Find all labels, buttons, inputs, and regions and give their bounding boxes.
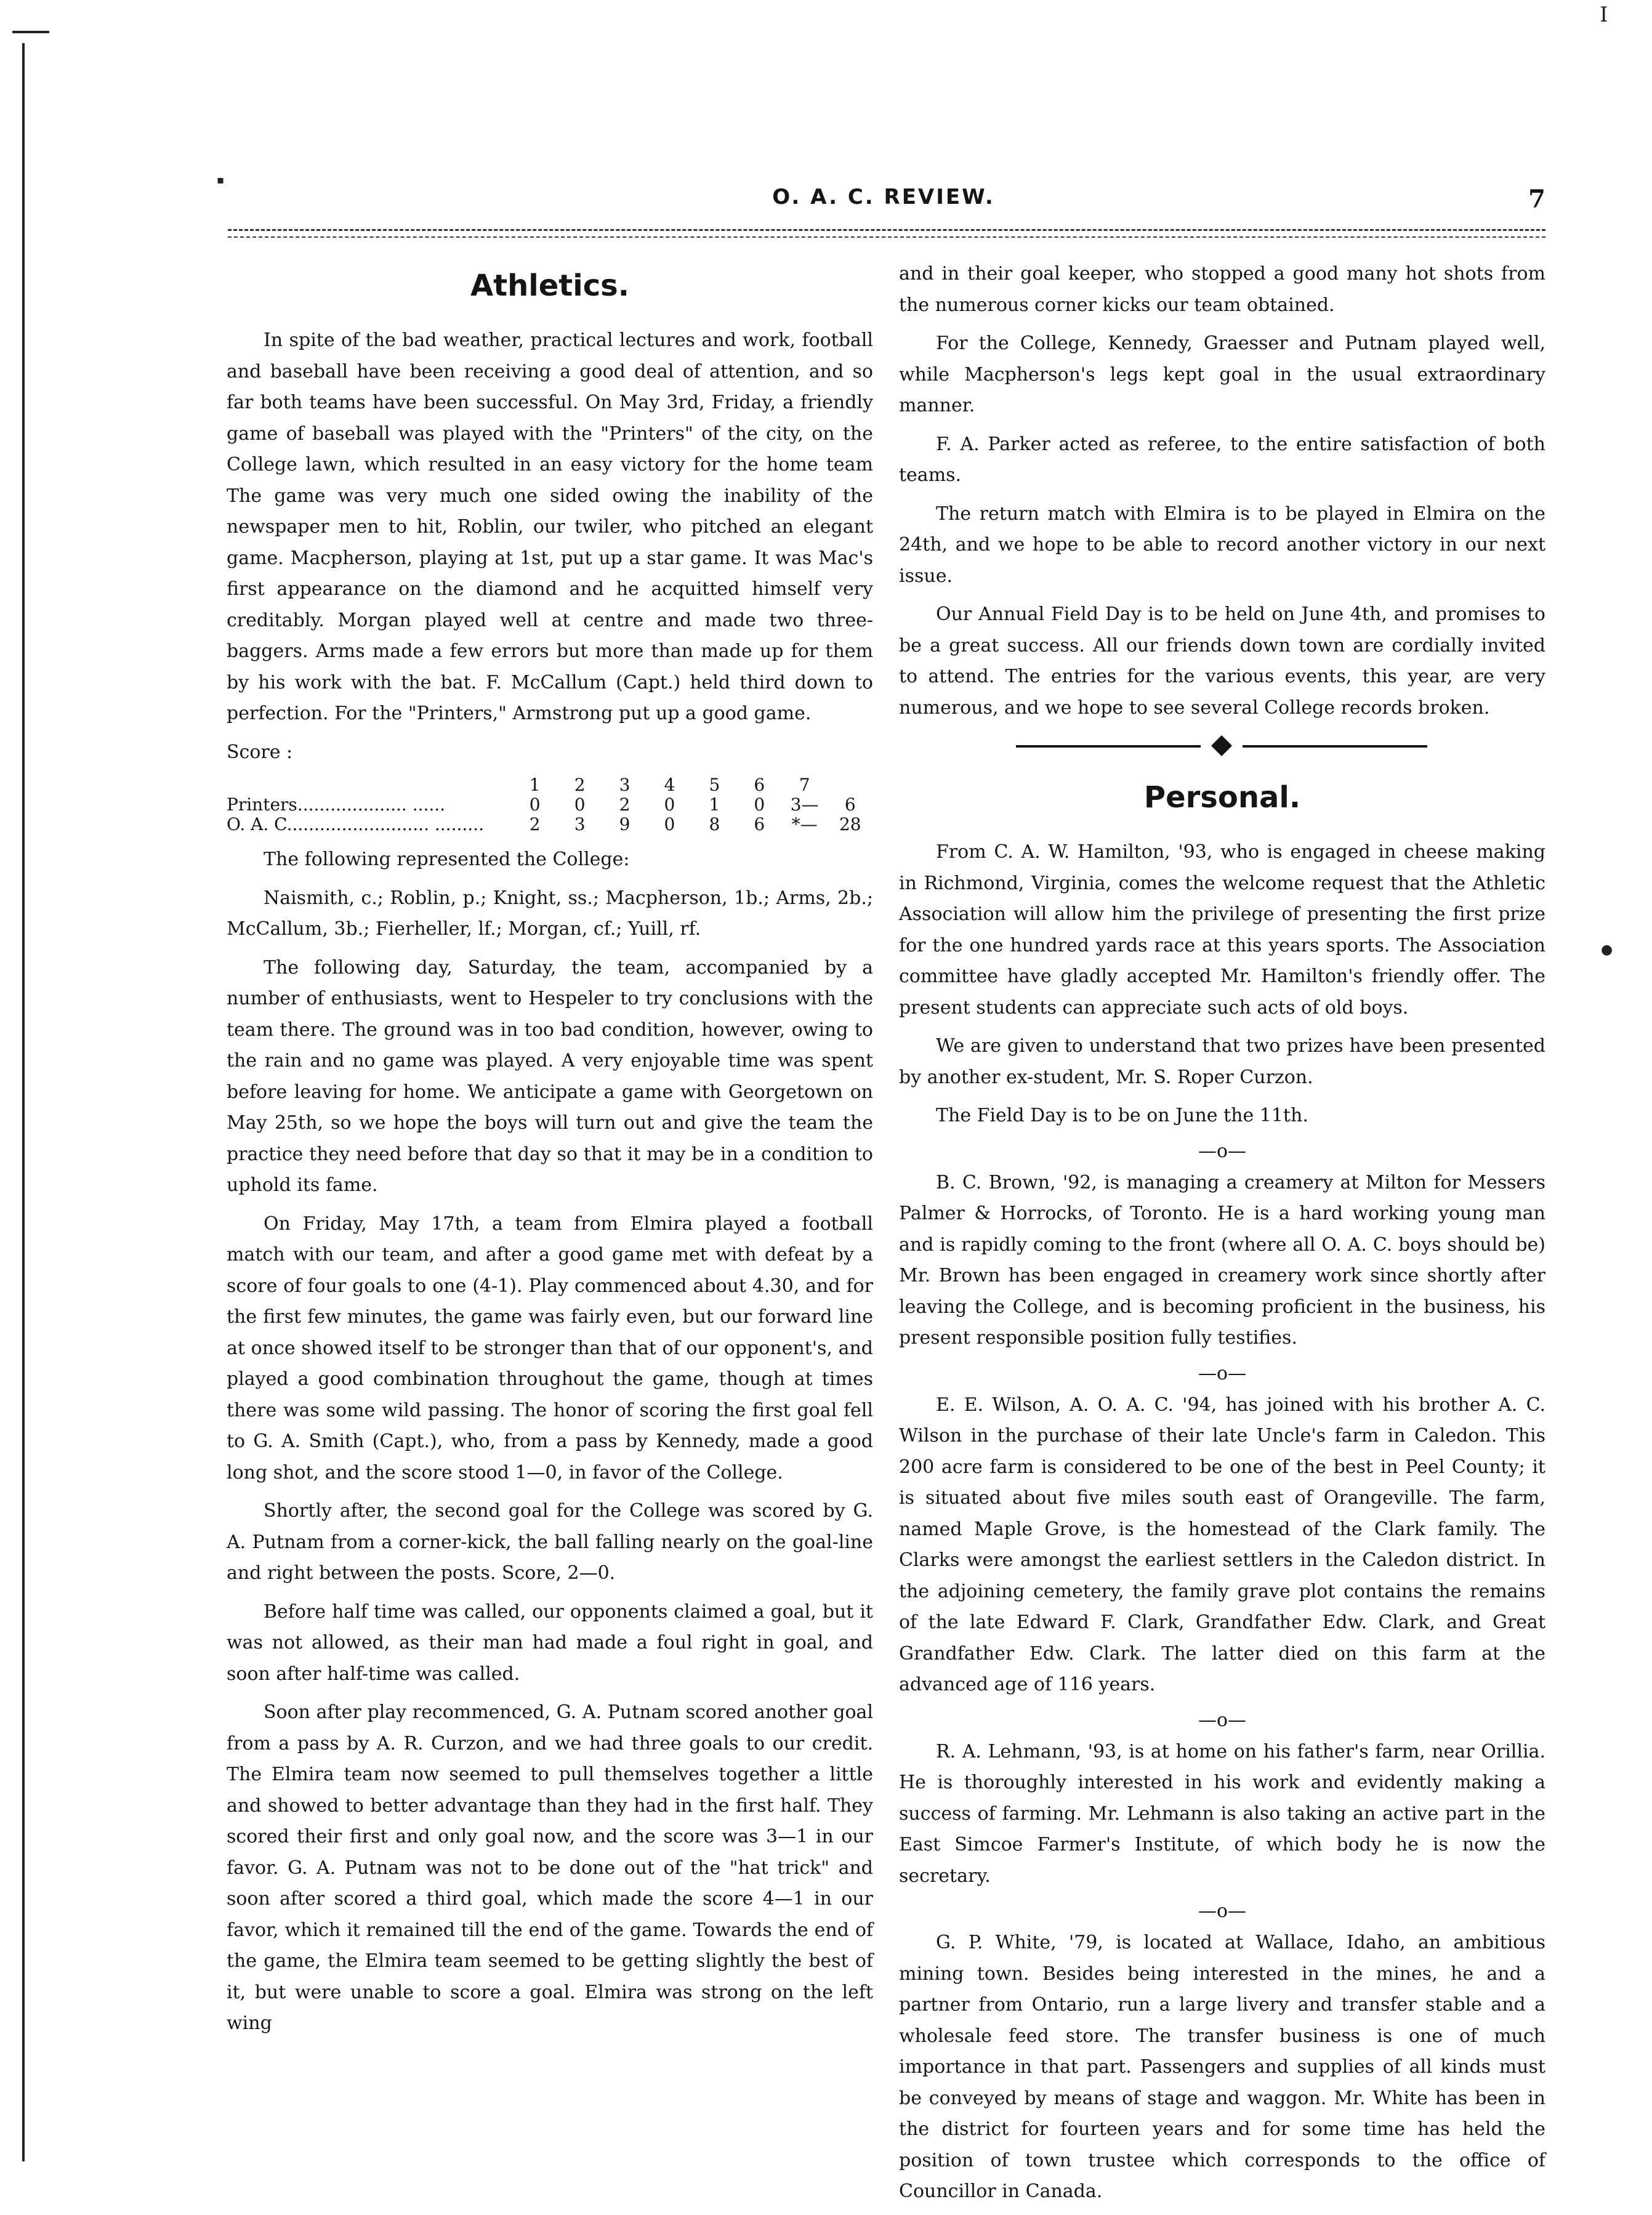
- speck-mark: ▪: [217, 174, 225, 187]
- inning-runs: 9: [619, 814, 631, 834]
- item-separator: —o—: [1198, 1362, 1247, 1384]
- athletics-paragraph: On Friday, May 17th, a team from Elmira played a football match with our team, and after a good game met with defeat by a score of four goals to one (4-1). Play commenced about 4.30, and for the first few minutes, the game was fairly even, but our forward line at once showed itself to be stronger than that of our opponent's, and played a good combination throughout the game, though at times there was some wild passing. The honor of scoring the first goal fell to G. A. Smith (Capt.), who, from a pass by Kennedy, made a good long shot, and the score stood 1—0, in favor of the College.: [227, 1212, 873, 1483]
- inning-runs: 0: [664, 794, 675, 815]
- athletics-paragraph: Shortly after, the second goal for the College was scored by G. A. Putnam from a corner-kick, the ball falling nearly on the goal-line and right between the posts. Score, 2—0.: [227, 1500, 873, 1584]
- inning-number: 2: [574, 775, 586, 795]
- athletics-paragraph: Our Annual Field Day is to be held on June 4th, and promises to be a great success. All our friends down town are cordially invited to attend. The entries for the various events, this year, are very numerous, and we hope to see several College records broken.: [899, 603, 1545, 719]
- innings-header-row: [227, 775, 873, 795]
- inning-runs: *—: [791, 814, 818, 834]
- inning-number: 1: [529, 775, 541, 795]
- inning-number: 6: [754, 775, 765, 795]
- inning-number: 7: [799, 775, 810, 795]
- athletics-paragraph: In spite of the bad weather, practical lectures and work, football and baseball have been receiving a good deal of attention, and so far both teams have been successful. On May 3rd, Friday, a friendly game of baseball was played with the "Printers" of the city, on the College lawn, which resulted in an easy victory for the home team The game was very much one sided owing the inability of the newspaper men to hit, Roblin, our twiler, who pitched an elegant game. Macpherson, playing at 1st, put up a star game. It was Mac's first appearance on the diamond and he acquitted himself very creditably. Morgan played well at centre and made two three-baggers. Arms made a few errors but more than made up for them by his work with the bat. F. McCallum (Capt.) held third down to perfection. For the "Printers," Armstrong put up a good game.: [227, 329, 873, 724]
- athletics-column: [227, 259, 873, 2047]
- personal-paragraph: E. E. Wilson, A. O. A. C. '94, has joined with his brother A. C. Wilson in the purchase of their late Uncle's farm in Caledon. This 200 acre farm is considered to be one of the best in Peel County; it is situated about five miles south east of Orangeville. The farm, named Maple Grove, is the homestead of the Clark family. The Clarks were amongst the earliest settlers in the Caledon district. In the adjoining cemetery, the family grave plot contains the remains of the late Edward F. Clark, Grandfather Edw. Clark, and Great Grandfather Edw. Clark. The latter died on this farm at the advanced age of 116 years.: [899, 1394, 1545, 1695]
- athletics-paragraph: Before half time was called, our opponents claimed a goal, but it was not allowed, as their man had made a foul right in goal, and soon after half-time was called.: [227, 1600, 873, 1685]
- total-runs: 28: [839, 814, 861, 834]
- ornament-line: [1016, 745, 1201, 748]
- inning-runs: 6: [754, 814, 765, 834]
- inning-runs: 2: [619, 794, 631, 815]
- personal-paragraph: From C. A. W. Hamilton, '93, who is engaged in cheese making in Richmond, Virginia, comes the welcome request that the Athletic Association will allow him the privilege of presenting the first prize for the one hundred yards race at this years sports. The Association committee have gladly accepted Mr. Hamilton's friendly offer. The present students can appreciate such acts of old boys.: [899, 841, 1545, 1019]
- total-header-cell: [828, 775, 873, 795]
- running-title: O. A. C. REVIEW.: [772, 185, 995, 209]
- athletics-title: Athletics.: [470, 268, 629, 303]
- inning-runs: 1: [709, 794, 720, 815]
- item-separator: —o—: [1198, 1709, 1247, 1731]
- inning-number: 3: [619, 775, 631, 795]
- athletics-paragraph: The return match with Elmira is to be played in Elmira on the 24th, and we hope to be able to record another victory in our next issue.: [899, 502, 1545, 587]
- athletics-paragraph: The following day, Saturday, the team, accompanied by a number of enthusiasts, went to Hespeler to try conclusions with the team there. The ground was in too bad condition, however, owing to the rain and no game was played. A very enjoyable time was spent before leaving for home. We anticipate a game with Georgetown on May 25th, so we hope the boys will turn out and give the team the practice they need before that day so that it may be in a condition to uphold its fame.: [227, 956, 873, 1196]
- binding-edge-tick: [12, 31, 49, 33]
- right-column: [899, 259, 1545, 2215]
- personal-paragraph: R. A. Lehmann, '93, is at home on his father's farm, near Orillia. He is thoroughly interested in his work and evidently making a success of farming. Mr. Lehmann is also taking an active part in the East Simcoe Farmer's Institute, of which body he is now the secretary.: [899, 1740, 1545, 1887]
- total-runs: 6: [844, 794, 856, 815]
- page-number: 7: [1528, 185, 1545, 214]
- personal-title: Personal.: [1143, 780, 1301, 815]
- inning-runs: 0: [574, 794, 586, 815]
- team-name: O. A. C.......................... .........: [227, 814, 484, 834]
- inning-runs: 3—: [790, 794, 819, 815]
- athletics-paragraph: The following represented the College:: [264, 849, 630, 870]
- inning-runs: 0: [529, 794, 541, 815]
- athletics-paragraph: and in their goal keeper, who stopped a good many hot shots from the numerous corner kicks our team obtained.: [899, 263, 1545, 316]
- personal-paragraph: We are given to understand that two prizes have been presented by another ex-student, Mr. S. Roper Curzon.: [899, 1035, 1545, 1088]
- binding-edge-line: [22, 43, 25, 2161]
- score-row-printers: [227, 795, 873, 815]
- personal-paragraph: The Field Day is to be on June the 11th.: [936, 1105, 1308, 1126]
- inning-runs: 0: [664, 814, 675, 834]
- ornament-line: [1243, 745, 1427, 748]
- inning-runs: 8: [709, 814, 720, 834]
- team-header-cell: [227, 775, 512, 795]
- ornament-diamond: [1211, 735, 1232, 756]
- score-row-oac: [227, 815, 873, 834]
- inning-runs: 3: [574, 814, 586, 834]
- corner-mark: I: [1600, 2, 1608, 27]
- item-separator: —o—: [1198, 1900, 1247, 1922]
- athletics-paragraph: F. A. Parker acted as referee, to the entire satisfaction of both teams.: [899, 433, 1545, 486]
- score-label: Score :: [227, 741, 293, 763]
- inning-number: 5: [709, 775, 720, 795]
- team-lineup: Naismith, c.; Roblin, p.; Knight, ss.; Macpherson, 1b.; Arms, 2b.; McCallum, 3b.; Fierheller, lf.; Morgan, cf.; Yuill, rf.: [227, 887, 873, 940]
- inning-runs: 2: [529, 814, 541, 834]
- personal-paragraph: G. P. White, '79, is located at Wallace, Idaho, an ambitious mining town. Besides being interested in the mines, he and a partner from Ontario, run a large livery and transfer stable and a wholesale feed store. The transfer business is one of much importance in that part. Passengers and supplies of all kinds must be conveyed by means of stage and waggon. Mr. White has been in the district for fourteen years and for some time has held the position of town trustee which corresponds to the office of Councillor in Canada.: [899, 1932, 1545, 2202]
- running-head: [222, 185, 1545, 222]
- team-name: Printers.................... ......: [227, 794, 446, 815]
- speck-mark: ●: [1601, 942, 1613, 958]
- header-rule: [228, 236, 1545, 238]
- inning-runs: 0: [754, 794, 765, 815]
- baseball-score-table: [227, 775, 873, 834]
- item-separator: —o—: [1198, 1140, 1247, 1162]
- personal-paragraph: B. C. Brown, '92, is managing a creamery at Milton for Messers Palmer & Horrocks, of Toronto. He is a hard working young man and is rapidly coming to the front (where all O. A. C. boys should be) Mr. Brown has been engaged in creamery work since shortly after leaving the College, and is becoming proficient in the business, his present responsible position fully testifies.: [899, 1171, 1545, 1349]
- inning-number: 4: [664, 775, 675, 795]
- athletics-paragraph: Soon after play recommenced, G. A. Putnam scored another goal from a pass by A. R. Curzon, and we had three goals to our credit. The Elmira team now seemed to pull themselves together a little and showed to better advantage than they had in the first half. They scored their first and only goal now, and the score was 3—1 in our favor. G. A. Putnam was not to be done out of the "hat trick" and soon after scored a third goal, which made the score 4—1 in our favor, which it remained till the end of the game. Towards the end of the game, the Elmira team seemed to be getting slightly the best of it, but were unable to score a goal. Elmira was strong on the left wing: [227, 1701, 873, 2034]
- header-rule: [228, 229, 1545, 231]
- athletics-paragraph: For the College, Kennedy, Graesser and Putnam played well, while Macpherson's legs kept goal in the usual extraordinary manner.: [899, 333, 1545, 416]
- section-ornament: [899, 731, 1545, 762]
